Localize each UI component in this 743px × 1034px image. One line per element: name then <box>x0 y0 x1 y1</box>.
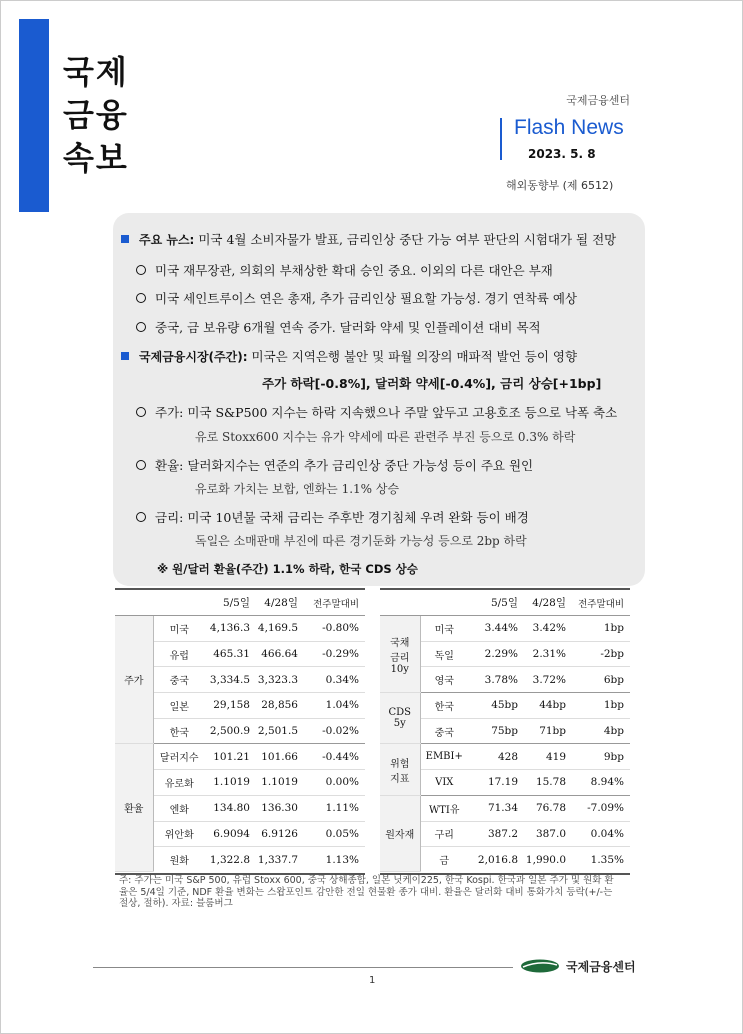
bullet-text: 미국 세인트루이스 연은 총재, 추가 금리인상 필요할 가능성. 경기 연착륙 예상 <box>155 291 578 306</box>
row-label: 미국 <box>420 616 468 642</box>
table-cell: 6.9094 <box>205 821 250 847</box>
table-cell: 1.1019 <box>250 770 298 796</box>
table-cell: 0.00% <box>298 770 365 796</box>
table-row <box>115 821 365 847</box>
table-cell: 0.34% <box>298 667 365 693</box>
market-item <box>136 403 617 421</box>
row-group-label: 위험 지표 <box>380 744 420 795</box>
title-line-3: 속보 <box>63 139 129 177</box>
footer-org: 국제금융센터 <box>566 960 636 974</box>
table-cell: 101.21 <box>205 744 250 770</box>
table-row <box>115 847 365 872</box>
row-group-label: 원자재 <box>380 795 420 872</box>
table-cell: 466.64 <box>250 641 298 667</box>
row-label: 구리 <box>420 821 468 847</box>
table-cell: 76.78 <box>518 795 566 821</box>
table-cell: 4,136.3 <box>205 616 250 642</box>
table-cell: 17.19 <box>487 776 518 789</box>
table-cell: -0.44% <box>298 744 365 770</box>
circle-bullet-icon <box>136 407 146 417</box>
table-cell: 3.72% <box>532 673 566 686</box>
table-cell: 15.78 <box>535 776 566 789</box>
market-item <box>136 508 529 526</box>
market-item-text: 미국 S&P500 지수는 하락 지속했으나 주말 앞두고 고용호조 등으로 낙폭 축소 <box>187 405 618 420</box>
table-cell: 2.31% <box>518 641 566 667</box>
circle-bullet-icon <box>136 460 146 470</box>
table-cell: -0.02% <box>322 725 359 738</box>
row-group-label: 주가 <box>115 616 153 744</box>
title-line-1: 국제 <box>63 53 129 91</box>
row-label: 미국 <box>153 616 205 642</box>
row-label: 독일 <box>420 641 468 667</box>
col-header: 4/28일 <box>518 590 566 616</box>
bullet-item <box>136 261 553 279</box>
table-cell: 387.2 <box>468 821 518 847</box>
market-item-sub: 독일은 소매판매 부진에 따른 경기둔화 가능성 등으로 2bp 하락 <box>195 534 527 548</box>
table-cell: 4bp <box>603 725 624 738</box>
row-label: 달러지수 <box>153 744 205 770</box>
main-news-label: 주요 뉴스: <box>139 233 195 247</box>
table-row <box>380 744 630 770</box>
table-cell: -2bp <box>566 641 630 667</box>
brand-title: Flash News <box>514 116 624 139</box>
table-cell: 2.29% <box>468 641 518 667</box>
table-cell: 101.66 <box>250 744 298 770</box>
table-row <box>115 744 365 770</box>
table-cell: 134.80 <box>205 795 250 821</box>
col-header: 4/28일 <box>250 590 298 616</box>
table-cell: 29,158 <box>205 693 250 719</box>
table-footnote: 주: 주가는 미국 S&P 500, 유럽 Stoxx 600, 중국 상해종합, 일본 닛케이225, 한국 Kospi. 한국과 일본 주가 및 원화 환율은 5/4일 기준, NDF 환율 변화는 스왑포인트 감안한 전일 현물환 종가 대비. 환율은 달러화 대비 통화가치 등락(+/-는 절상, 절하). 자료: 블룸버그 <box>119 875 614 909</box>
table-cell: 136.30 <box>250 795 298 821</box>
table-cell: 9bp <box>566 744 630 770</box>
market-item-text: 달러화지수는 연준의 추가 금리인상 중단 가능성 등이 주요 원인 <box>187 458 534 473</box>
table-row <box>115 718 365 744</box>
accent-bar <box>19 19 49 212</box>
table-cell: 1.13% <box>325 853 359 866</box>
market-summary: 주가 하락[-0.8%], 달러화 약세[-0.4%], 금리 상승[+1bp] <box>262 376 602 391</box>
table-row <box>380 616 630 642</box>
org-name: 국제금융센터 <box>566 94 630 107</box>
bullet-item <box>136 318 541 336</box>
market-item <box>136 456 533 474</box>
row-group-label: CDS 5y <box>380 693 420 744</box>
row-label: 원화 <box>169 856 189 868</box>
market-label: 국제금융시장(주간): <box>139 350 248 364</box>
table-cell: 1bp <box>566 616 630 642</box>
market-item-text: 미국 10년물 국채 금리는 주후반 경기침체 우려 완화 등이 배경 <box>187 510 529 525</box>
table-cell: 3.44% <box>468 616 518 642</box>
row-label: 금 <box>439 856 450 868</box>
square-bullet-icon <box>121 352 129 360</box>
table-cell: 6bp <box>603 673 624 686</box>
right-market-table <box>380 590 630 872</box>
row-label: 일본 <box>153 693 205 719</box>
bullet-item <box>136 289 577 307</box>
table-header-row <box>380 590 630 616</box>
table-row <box>115 616 365 642</box>
market-text: 미국은 지역은행 불안 및 파월 의장의 매파적 발언 등이 영향 <box>251 349 578 364</box>
row-label: 한국 <box>420 693 468 719</box>
table-cell: 6.9126 <box>250 821 298 847</box>
col-header: 전주말대비 <box>298 590 365 616</box>
table-row <box>115 693 365 719</box>
table-cell: 1,990.0 <box>525 853 566 866</box>
table-cell: 4,169.5 <box>250 616 298 642</box>
row-label: 영국 <box>434 676 454 688</box>
table-cell: 1.1019 <box>205 770 250 796</box>
market-item-label: 환율: <box>155 458 184 473</box>
col-header: 5/5일 <box>205 590 250 616</box>
table-row <box>380 795 630 821</box>
table-cell: 428 <box>468 744 518 770</box>
title-line-2: 금융 <box>63 96 129 134</box>
table-cell: 1.04% <box>298 693 365 719</box>
row-group-label: 환율 <box>115 744 153 872</box>
table-cell: 1.11% <box>298 795 365 821</box>
page-number: 1 <box>369 975 376 986</box>
table-cell: 2,500.9 <box>209 725 250 738</box>
row-label: 유럽 <box>153 641 205 667</box>
table-cell: -0.29% <box>298 641 365 667</box>
table-cell: -7.09% <box>566 795 630 821</box>
table-cell: 71.34 <box>468 795 518 821</box>
table-row <box>115 641 365 667</box>
header-divider <box>500 118 502 160</box>
report-date: 2023. 5. 8 <box>528 147 596 161</box>
col-header: 전주말대비 <box>566 590 630 616</box>
table-cell: 2,016.8 <box>477 853 518 866</box>
row-label: EMBI+ <box>420 744 468 770</box>
table-cell: 3.78% <box>484 673 518 686</box>
table-cell: 8.94% <box>590 776 624 789</box>
market-item-sub: 유로 Stoxx600 지수는 유가 약세에 따른 관련주 부진 등으로 0.3% 하락 <box>195 430 576 444</box>
table-header-row <box>115 590 365 616</box>
market-line <box>121 347 577 365</box>
circle-bullet-icon <box>136 512 146 522</box>
table-cell: 28,856 <box>250 693 298 719</box>
table-cell: 1,322.8 <box>209 853 250 866</box>
row-label: 위안화 <box>153 821 205 847</box>
table-cell: -0.80% <box>298 616 365 642</box>
table-caption: ※ 원/달러 환율(주간) 1.1% 하락, 한국 CDS 상승 <box>157 562 418 576</box>
row-label: VIX <box>435 776 454 788</box>
market-item-sub: 유로화 가치는 보합, 엔화는 1.1% 상승 <box>195 482 400 496</box>
row-label: 중국 <box>153 667 205 693</box>
market-item-label: 금리: <box>155 510 184 525</box>
table-cell: 2,501.5 <box>257 725 298 738</box>
table-cell: 44bp <box>518 693 566 719</box>
table-cell: 1bp <box>566 693 630 719</box>
row-label: 엔화 <box>153 795 205 821</box>
row-label: WTI유 <box>420 795 468 821</box>
table-cell: 3,323.3 <box>250 667 298 693</box>
report-title <box>63 51 129 180</box>
circle-bullet-icon <box>136 322 146 332</box>
table-cell: 3,334.5 <box>205 667 250 693</box>
table-cell: 1,337.7 <box>257 853 298 866</box>
table-cell: 75bp <box>491 725 518 738</box>
table-cell: 1.35% <box>590 853 624 866</box>
row-label: 중국 <box>434 727 454 739</box>
table-cell: 3.42% <box>518 616 566 642</box>
table-cell: 465.31 <box>205 641 250 667</box>
circle-bullet-icon <box>136 293 146 303</box>
footer-rule <box>93 967 513 968</box>
table-row <box>115 795 365 821</box>
col-header: 5/5일 <box>468 590 518 616</box>
market-item-label: 주가: <box>155 405 184 420</box>
left-market-table <box>115 590 365 872</box>
main-news-line <box>121 230 616 248</box>
row-label: 유로화 <box>153 770 205 796</box>
table-cell: 419 <box>518 744 566 770</box>
circle-bullet-icon <box>136 265 146 275</box>
table-row <box>115 770 365 796</box>
square-bullet-icon <box>121 235 129 243</box>
department: 해외동향부 (제 6512) <box>506 179 614 192</box>
kcif-logo-icon <box>520 958 560 974</box>
table-row <box>380 693 630 719</box>
table-cell: 0.05% <box>298 821 365 847</box>
main-news-text: 미국 4월 소비자물가 발표, 금리인상 중단 가능 여부 판단의 시험대가 될 전망 <box>198 232 617 247</box>
table-cell: 45bp <box>468 693 518 719</box>
bullet-text: 중국, 금 보유량 6개월 연속 증가. 달러화 약세 및 인플레이션 대비 목적 <box>155 320 541 335</box>
row-group-label: 국채 금리 10y <box>380 616 420 693</box>
bullet-text: 미국 재무장관, 의회의 부채상한 확대 승인 중요. 이외의 다른 대안은 부재 <box>155 263 553 278</box>
table-cell: 71bp <box>539 725 566 738</box>
table-cell: 0.04% <box>566 821 630 847</box>
row-label: 한국 <box>169 727 189 739</box>
table-cell: 387.0 <box>518 821 566 847</box>
table-row <box>115 667 365 693</box>
